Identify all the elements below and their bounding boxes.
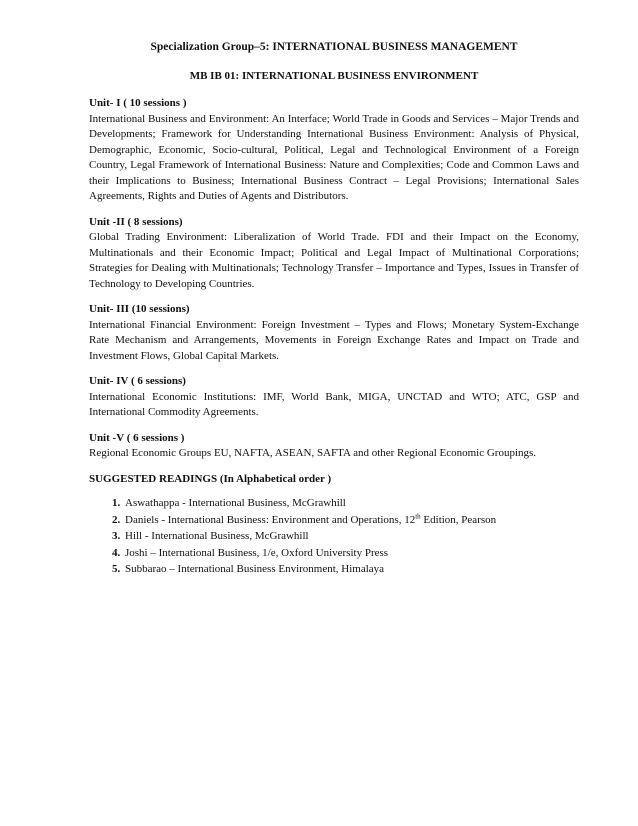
readings-list bbox=[89, 495, 579, 578]
reading-text: Edition, Pearson bbox=[420, 513, 497, 526]
syllabus-page bbox=[89, 40, 579, 578]
unit-body: International Economic Institutions: IMF, World Bank, MIGA, UNCTAD and WTO; ATC, GSP and International Commodity Agreements. bbox=[89, 390, 579, 418]
list-item bbox=[123, 495, 579, 512]
unit-heading: Unit -II ( 8 sessions) bbox=[89, 215, 183, 228]
reading-text: Hill - International Business, McGrawhill bbox=[125, 530, 309, 542]
unit-4 bbox=[89, 374, 579, 421]
unit-body: Regional Economic Groups EU, NAFTA, ASEAN, SAFTA and other Regional Economic Groupings. bbox=[89, 447, 537, 459]
reading-text: Daniels - International Business: Environment and Operations, 12 bbox=[125, 513, 416, 526]
course-title: MB IB 01: INTERNATIONAL BUSINESS ENVIRONMENT bbox=[189, 70, 479, 82]
list-item bbox=[123, 512, 579, 529]
list-item bbox=[123, 561, 579, 578]
list-item bbox=[123, 545, 579, 562]
unit-heading: Unit- IV ( 6 sessions) bbox=[89, 375, 186, 387]
unit-body: Global Trading Environment: Liberalization of World Trade. FDI and their Impact on the Economy, Multinationals and their Economic Impact; Political and Legal Impact of Multinational Corporations; Strategies for Dealing with Multinationals; Technology Transfer – Importance and Types, Issues in Transfer of Technology to Developing Countries. bbox=[89, 231, 579, 290]
unit-heading: Unit- I ( 10 sessions ) bbox=[89, 97, 187, 109]
reading-text: Subbarao – International Business Environment, Himalaya bbox=[125, 563, 385, 575]
readings-heading: SUGGESTED READINGS (In Alphabetical order ) bbox=[89, 472, 332, 485]
unit-5 bbox=[89, 431, 579, 462]
unit-1 bbox=[89, 96, 579, 205]
ordinal-suffix: th bbox=[415, 511, 421, 520]
reading-text: Joshi – International Business, 1/e, Oxford University Press bbox=[125, 546, 389, 559]
group-title: Specialization Group–5: INTERNATIONAL BUSINESS MANAGEMENT bbox=[150, 41, 518, 53]
unit-body: International Financial Environment: Foreign Investment – Types and Flows; Monetary System-Exchange Rate Mechanism and Arrangements, Movements in Foreign Exchange Rates and Impact on Trade and Investment Flows, Global Capital Markets. bbox=[89, 318, 579, 362]
list-item bbox=[123, 528, 579, 545]
unit-body: International Business and Environment: An Interface; World Trade in Goods and Services – Major Trends and Developments; Framework for Understanding International Business Environment: Analysis of Physical, Demographic, Economic, Socio-cultural, Political, Legal and Technological Environment of a Foreign Country, Legal Framework of International Business: Nature and Complexities; Code and Common Laws and their Implications to Business; International Business Contract – Legal Provisions; International Sales Agreements, Rights and Duties of Agents and Distributors. bbox=[89, 112, 579, 202]
reading-text: Aswathappa - International Business, McGrawhill bbox=[125, 497, 346, 509]
unit-3 bbox=[89, 302, 579, 364]
unit-2 bbox=[89, 215, 579, 293]
unit-heading: Unit- III (10 sessions) bbox=[89, 303, 190, 315]
unit-heading: Unit -V ( 6 sessions ) bbox=[89, 431, 185, 444]
